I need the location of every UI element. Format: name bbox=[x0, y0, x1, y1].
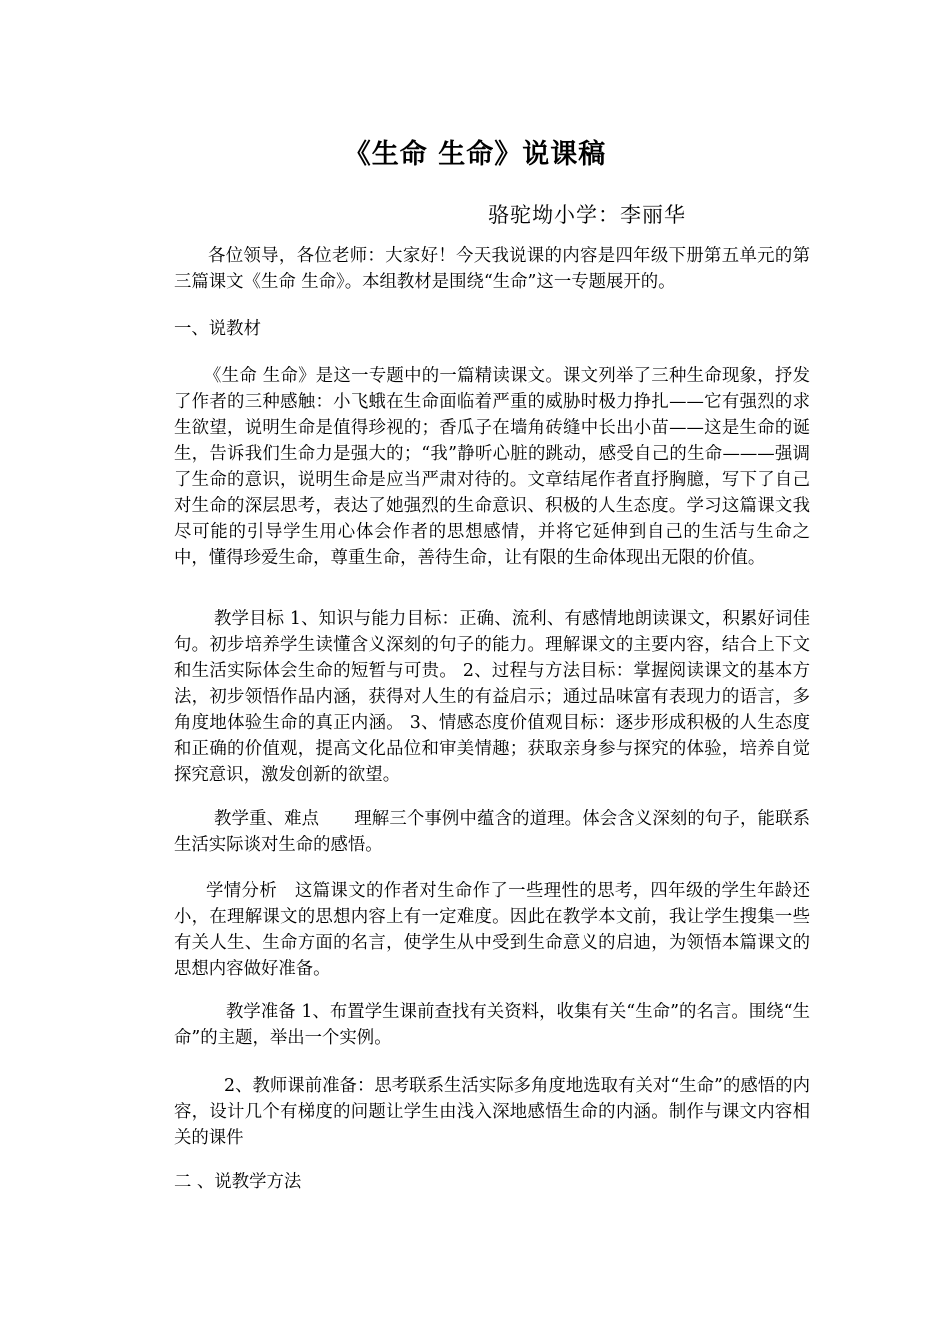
page-title: 《生命 生命》说课稿 bbox=[343, 139, 607, 170]
paragraph-teaching-prep-2: 2、教师课前准备：思考联系生活实际多角度地选取有关对“生命”的感悟的内容，设计几个有梯度的问题让学生由浅入深地感悟生命的内涵。制作与课文内容相关的课件 bbox=[174, 1076, 810, 1148]
paragraph-student-analysis: 学情分析 这篇课文的作者对生命作了一些理性的思考，四年级的学生年龄还小，在理解课文的思想内容上有一定难度。因此在教学本文前，我让学生搜集一些有关人生、生命方面的名言，使学生从中受到生命意义的启迪，为领悟本篇课文的思想内容做好准备。 bbox=[174, 881, 810, 979]
author-line: 骆驼坳小学：李丽华 bbox=[488, 203, 686, 227]
section-heading-methods: 二 、说教学方法 bbox=[174, 1172, 302, 1192]
paragraph-teaching-prep-1: 教学准备 1、布置学生课前查找有关资料，收集有关“生命”的名言。围绕“生命”的主题，举出一个实例。 bbox=[174, 1002, 810, 1048]
paragraph-textbook: 《生命 生命》是这一专题中的一篇精读课文。课文列举了三种生命现象，抒发了作者的三种感触：小飞蛾在生命面临着严重的威胁时极力挣扎——它有强烈的求生欲望，说明生命是值得珍视的；香瓜子在墙角砖缝中长出小苗——这是生命的诞生，告诉我们生命力是强大的；“我”静听心脏的跳动，感受自己的生命———强调了生命的意识，说明生命是应当严肃对待的。文章结尾作者直抒胸臆，写下了自己对生命的深层思考，表达了她强烈的生命意识、积极的人生态度。学习这篇课文我尽可能的引导学生用心体会作者的思想感情，并将它延伸到自己的生活与生命之中，懂得珍爱生命，尊重生命，善待生命，让有限的生命体现出无限的价值。 bbox=[174, 366, 810, 568]
paragraph-key-points: 教学重、难点 理解三个事例中蕴含的道理。体会含义深刻的句子，能联系生活实际谈对生命的感悟。 bbox=[174, 809, 810, 855]
intro-paragraph: 各位领导，各位老师：大家好！今天我说课的内容是四年级下册第五单元的第三篇课文《生命 生命》。本组教材是围绕“生命”这一专题展开的。 bbox=[174, 246, 810, 292]
section-heading-textbook: 一、说教材 bbox=[174, 319, 261, 339]
paragraph-teaching-goals: 教学目标 1、知识与能力目标：正确、流利、有感情地朗读课文，积累好词佳句。初步培养学生读懂含义深刻的句子的能力。理解课文的主要内容，结合上下文和生活实际体会生命的短暂与可贵。 2、过程与方法目标：掌握阅读课文的基本方法，初步领悟作品内涵，获得对人生的有益启示；通过品味富有表现力的语言，多角度地体验生命的真正内涵。 3、情感态度价值观目标：逐步形成积极的人生态度和正确的价值观，提高文化品位和审美情趣；获取亲身参与探究的体验，培养自觉探究意识，激发创新的欲望。 bbox=[174, 609, 810, 785]
